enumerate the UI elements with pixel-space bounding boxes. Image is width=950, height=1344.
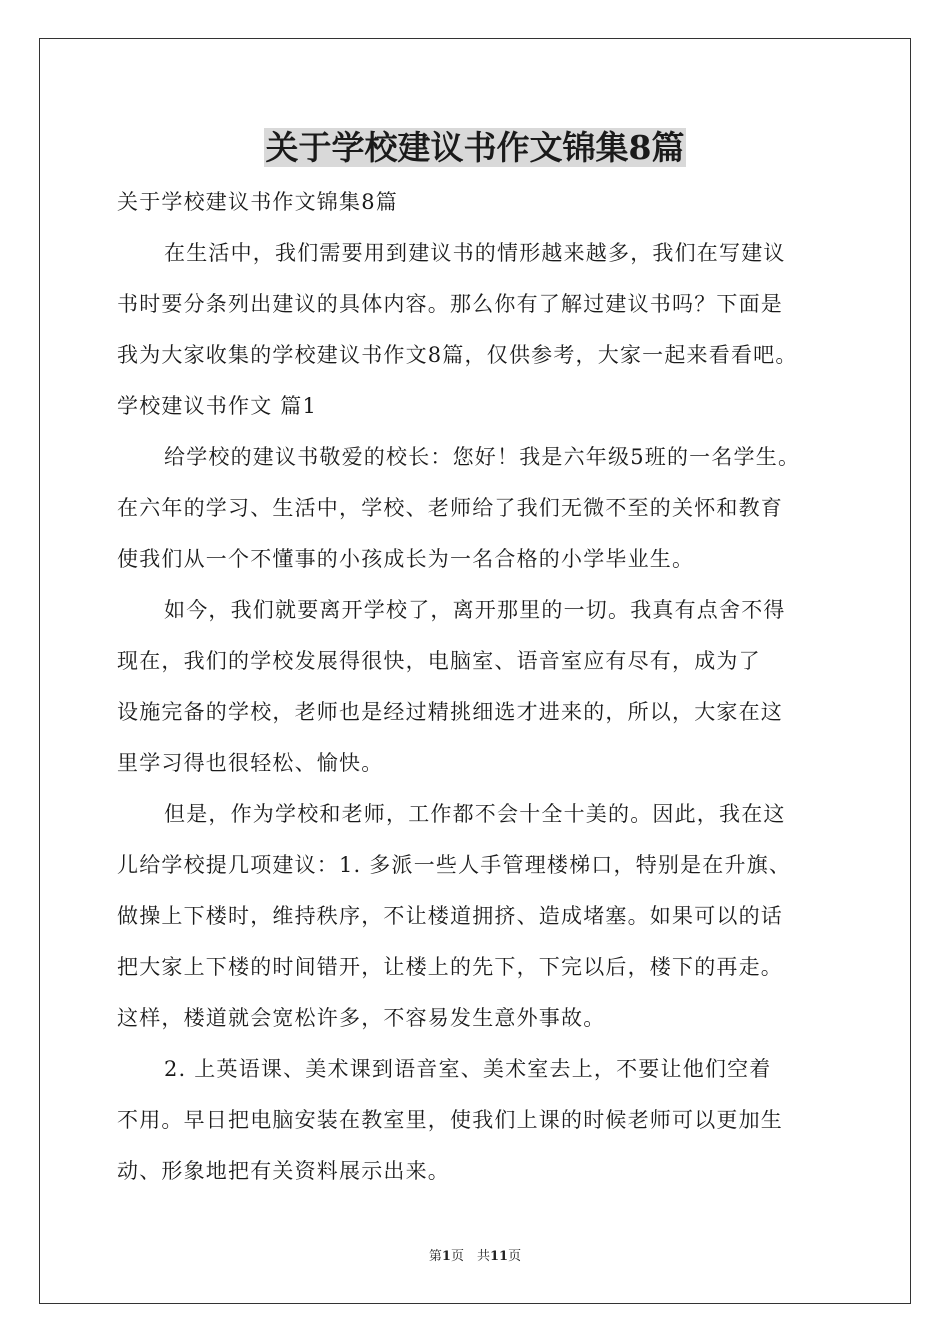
page-label-suffix: 页 [508,1249,522,1264]
text-line: 动、形象地把有关资料展示出来。 [117,1159,450,1183]
document-title-text: 关于学校建议书作文锦集8篇 [265,128,685,167]
page-footer [0,1248,950,1266]
page-label-mid: 页 共 [450,1249,490,1264]
total-pages-number: 11 [489,1249,509,1264]
text-line: 这样，楼道就会宽松许多，不容易发生意外事故。 [117,1006,606,1030]
text-line: 设施完备的学校，老师也是经过精挑细选才进来的，所以，大家在这 [117,700,783,724]
text-line: 做操上下楼时，维持秩序，不让楼道拥挤、造成堵塞。如果可以的话 [117,904,783,928]
current-page-number: 1 [441,1249,451,1264]
text-line: 如今，我们就要离开学校了，离开那里的一切。我真有点舍不得 [164,598,786,622]
document-title [0,126,950,170]
text-line: 在生活中，我们需要用到建议书的情形越来越多，我们在写建议 [164,241,786,265]
text-line: 但是，作为学校和老师，工作都不会十全十美的。因此，我在这 [164,802,786,826]
text-line: 书时要分条列出建议的具体内容。那么你有了解过建议书吗？下面是 [117,292,783,316]
page-label-prefix: 第 [428,1249,442,1264]
section-heading: 学校建议书作文 篇1 [117,394,318,418]
text-line: 不用。早日把电脑安装在教室里，使我们上课的时候老师可以更加生 [117,1108,783,1132]
text-line: 现在，我们的学校发展得很快，电脑室、语音室应有尽有，成为了 [117,649,761,673]
subtitle-line: 关于学校建议书作文锦集8篇 [117,190,398,214]
text-line: 我为大家收集的学校建议书作文8篇，仅供参考，大家一起来看看吧。 [117,343,798,367]
document-body [117,177,857,1197]
text-line: 使我们从一个不懂事的小孩成长为一名合格的小学毕业生。 [117,547,695,571]
text-line: 在六年的学习、生活中，学校、老师给了我们无微不至的关怀和教育 [117,496,783,520]
text-line: 儿给学校提几项建议：1. 多派一些人手管理楼梯口，特别是在升旗、 [117,853,792,877]
text-line: 给学校的建议书敬爱的校长：您好！我是六年级5班的一名学生。 [164,445,801,469]
text-line: 里学习得也很轻松、愉快。 [117,751,384,775]
text-line: 2. 上英语课、美术课到语音室、美术室去上，不要让他们空着 [164,1057,772,1081]
text-line: 把大家上下楼的时间错开，让楼上的先下，下完以后，楼下的再走。 [117,955,783,979]
